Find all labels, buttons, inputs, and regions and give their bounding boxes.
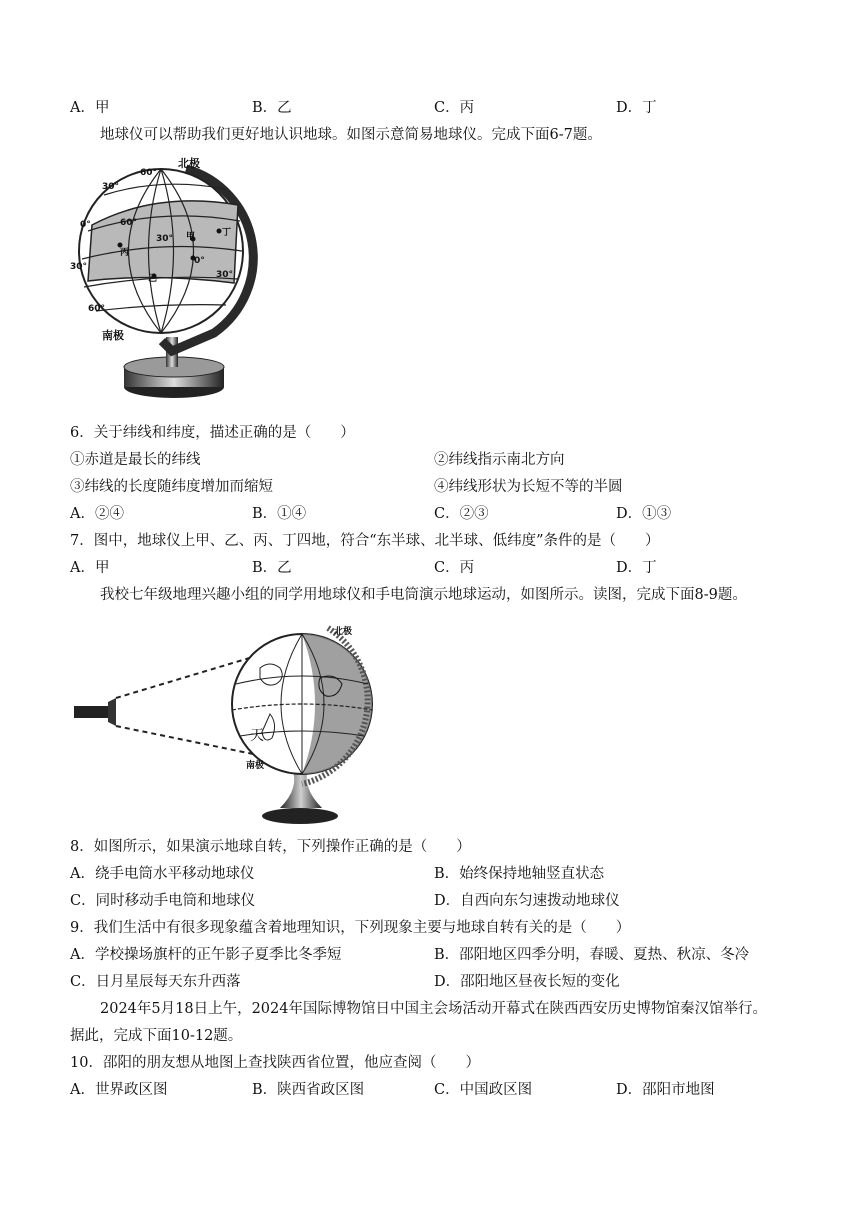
globe-figure-2 xyxy=(70,618,390,828)
q6-option-c: C．②③ xyxy=(434,506,489,522)
q6-statement-2: ②纬线指示南北方向 xyxy=(434,452,565,468)
globe1-south-pole-label: 南极 xyxy=(102,329,124,342)
q8-option-d: D．自西向东匀速拨动地球仪 xyxy=(434,893,620,909)
globe1-north-pole-label: 北极 xyxy=(178,157,200,170)
globe1-point-jia: 甲 xyxy=(186,232,196,242)
q6-option-d: D．①③ xyxy=(616,506,672,522)
globe1-lat-30-top: 30° xyxy=(102,182,120,192)
globe2-south-pole-label: 南极 xyxy=(246,761,265,771)
globe1-inner-30a: 30° xyxy=(156,234,174,244)
q6-statement-4: ④纬线形状为长短不等的半圆 xyxy=(434,479,623,495)
q9-option-c: C．日月星辰每天东升西落 xyxy=(70,974,241,990)
globe2-north-pole-label: 北极 xyxy=(334,627,353,637)
q5-option-b: B．乙 xyxy=(252,100,292,116)
q7-option-d: D．丁 xyxy=(616,560,657,576)
q5-option-a: A．甲 xyxy=(70,100,110,116)
q9-option-d: D．邵阳地区昼夜长短的变化 xyxy=(434,974,620,990)
globe1-point-bing: 丙 xyxy=(120,248,130,258)
q6-option-a: A．②④ xyxy=(70,506,124,522)
q8-stem: 8．如图所示，如果演示地球自转，下列操作正确的是（ ） xyxy=(70,839,471,855)
q9-option-b: B．邵阳地区四季分明，春暖、夏热、秋凉、冬冷 xyxy=(434,947,750,963)
q10-stem: 10．邵阳的朋友想从地图上查找陕西省位置，他应查阅（ ） xyxy=(70,1055,480,1071)
q6-statement-1: ①赤道是最长的纬线 xyxy=(70,452,201,468)
globe1-lat-30-bottom: 30° xyxy=(70,262,88,272)
intro-8-9: 我校七年级地理兴趣小组的同学用地球仪和手电筒演示地球运动，如图所示。读图，完成下面8-9题。 xyxy=(100,587,747,603)
q7-option-a: A．甲 xyxy=(70,560,110,576)
globe1-inner-30b: 30° xyxy=(216,270,234,280)
q6-statement-3: ③纬线的长度随纬度增加而缩短 xyxy=(70,479,273,495)
q5-option-c: C．丙 xyxy=(434,100,475,116)
globe2-tian-label: 天 xyxy=(250,728,264,744)
q7-stem: 7．图中，地球仪上甲、乙、丙、丁四地，符合“东半球、北半球、低纬度”条件的是（ ） xyxy=(70,533,660,549)
q10-option-c: C．中国政区图 xyxy=(434,1082,533,1098)
q9-option-a: A．学校操场旗杆的正午影子夏季比冬季短 xyxy=(70,947,342,963)
globe1-lat-0: 0° xyxy=(80,220,91,230)
globe1-point-yi: 乙 xyxy=(148,274,158,284)
q8-option-b: B．始终保持地轴竖直状态 xyxy=(434,866,605,882)
globe-figure-1 xyxy=(66,155,276,410)
q7-option-c: C．丙 xyxy=(434,560,475,576)
q10-option-a: A．世界政区图 xyxy=(70,1082,168,1098)
q5-option-d: D．丁 xyxy=(616,100,657,116)
intro-6-7: 地球仪可以帮助我们更好地认识地球。如图示意简易地球仪。完成下面6-7题。 xyxy=(100,127,602,143)
intro-10-12-line2: 据此，完成下面10-12题。 xyxy=(70,1028,243,1044)
globe1-lat-60-bottom: 60° xyxy=(88,304,106,314)
q8-option-a: A．绕手电筒水平移动地球仪 xyxy=(70,866,255,882)
q10-option-b: B．陕西省政区图 xyxy=(252,1082,365,1098)
globe1-inner-60: 60° xyxy=(120,218,138,228)
q10-option-d: D．邵阳市地图 xyxy=(616,1082,715,1098)
q7-option-b: B．乙 xyxy=(252,560,292,576)
globe1-inner-0: 0° xyxy=(194,256,205,266)
q8-option-c: C．同时移动手电筒和地球仪 xyxy=(70,893,256,909)
q6-stem: 6．关于纬线和纬度，描述正确的是（ ） xyxy=(70,425,355,441)
intro-10-12-line1: 2024年5月18日上午，2024年国际博物馆日中国主会场活动开幕式在陕西西安历史博物馆秦汉馆举行。 xyxy=(100,1001,767,1017)
q6-option-b: B．①④ xyxy=(252,506,307,522)
q9-stem: 9．我们生活中有很多现象蕴含着地理知识，下列现象主要与地球自转有关的是（ ） xyxy=(70,920,631,936)
flashlight-icon xyxy=(74,706,108,718)
globe1-point-ding: 丁 xyxy=(222,228,232,238)
globe1-lat-60-top: 60° xyxy=(140,168,158,178)
